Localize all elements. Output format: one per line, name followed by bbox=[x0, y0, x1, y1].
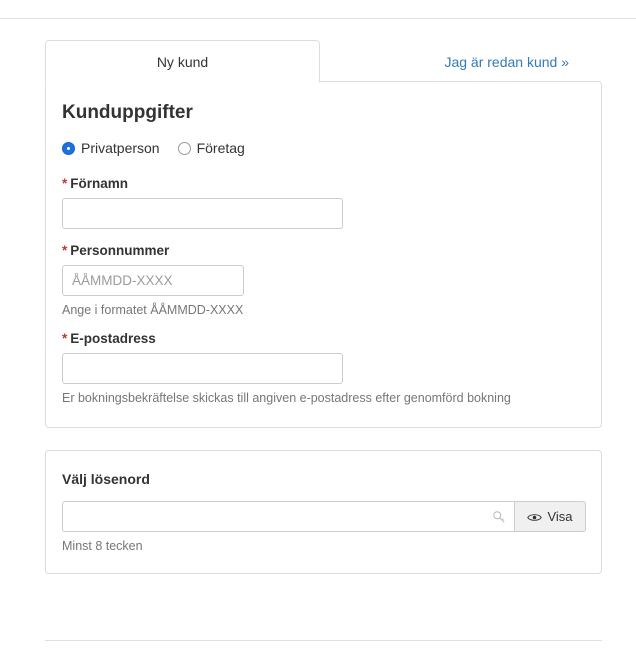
radio-company-indicator[interactable] bbox=[178, 142, 191, 155]
tab-bar bbox=[45, 40, 602, 82]
email-help: Er bokningsbekräftelse skickas till angiven e-postadress efter genomförd bokning bbox=[62, 391, 511, 405]
radio-company[interactable] bbox=[178, 140, 245, 156]
show-password-button-label: Visa bbox=[547, 509, 573, 524]
personal-number-label bbox=[62, 243, 585, 258]
top-divider bbox=[0, 18, 636, 19]
radio-private-person-label: Privatperson bbox=[81, 140, 160, 156]
email-label-text: E-postadress bbox=[70, 331, 156, 346]
radio-private-person-indicator[interactable] bbox=[62, 142, 75, 155]
registration-panel bbox=[45, 40, 602, 574]
personal-number-help: Ange i formatet ÅÅMMDD-XXXX bbox=[62, 303, 244, 317]
radio-private-person[interactable] bbox=[62, 140, 160, 156]
password-input-wrap bbox=[62, 501, 514, 532]
field-email bbox=[62, 331, 585, 405]
personal-number-required-marker: * bbox=[62, 243, 68, 258]
email-required-marker: * bbox=[62, 331, 68, 346]
page-title: Kunduppgifter bbox=[62, 102, 193, 123]
radio-company-label: Företag bbox=[196, 140, 245, 156]
password-input-group bbox=[62, 501, 586, 532]
password-section-title: Välj lösenord bbox=[62, 471, 150, 487]
customer-details-card bbox=[45, 81, 602, 428]
field-first-name bbox=[62, 176, 585, 229]
show-password-button[interactable] bbox=[514, 501, 586, 532]
password-card bbox=[45, 450, 602, 574]
eye-icon bbox=[527, 511, 542, 522]
email-input[interactable] bbox=[62, 353, 343, 384]
first-name-label bbox=[62, 176, 585, 191]
password-help: Minst 8 tecken bbox=[62, 539, 143, 553]
first-name-required-marker: * bbox=[62, 176, 68, 191]
field-personal-number bbox=[62, 243, 585, 317]
customer-type-radio-group bbox=[62, 140, 585, 156]
email-label bbox=[62, 331, 585, 346]
personal-number-label-text: Personnummer bbox=[70, 243, 170, 258]
tab-new-customer-label: Ny kund bbox=[156, 53, 209, 70]
password-input[interactable] bbox=[62, 501, 514, 532]
first-name-input[interactable] bbox=[62, 198, 343, 229]
first-name-label-text: Förnamn bbox=[70, 176, 129, 191]
tab-existing-customer-label: Jag är redan kund » bbox=[444, 53, 569, 70]
tab-existing-customer[interactable] bbox=[320, 40, 602, 82]
personal-number-input[interactable] bbox=[62, 265, 244, 296]
bottom-divider bbox=[45, 640, 602, 641]
tab-new-customer[interactable] bbox=[45, 40, 320, 83]
